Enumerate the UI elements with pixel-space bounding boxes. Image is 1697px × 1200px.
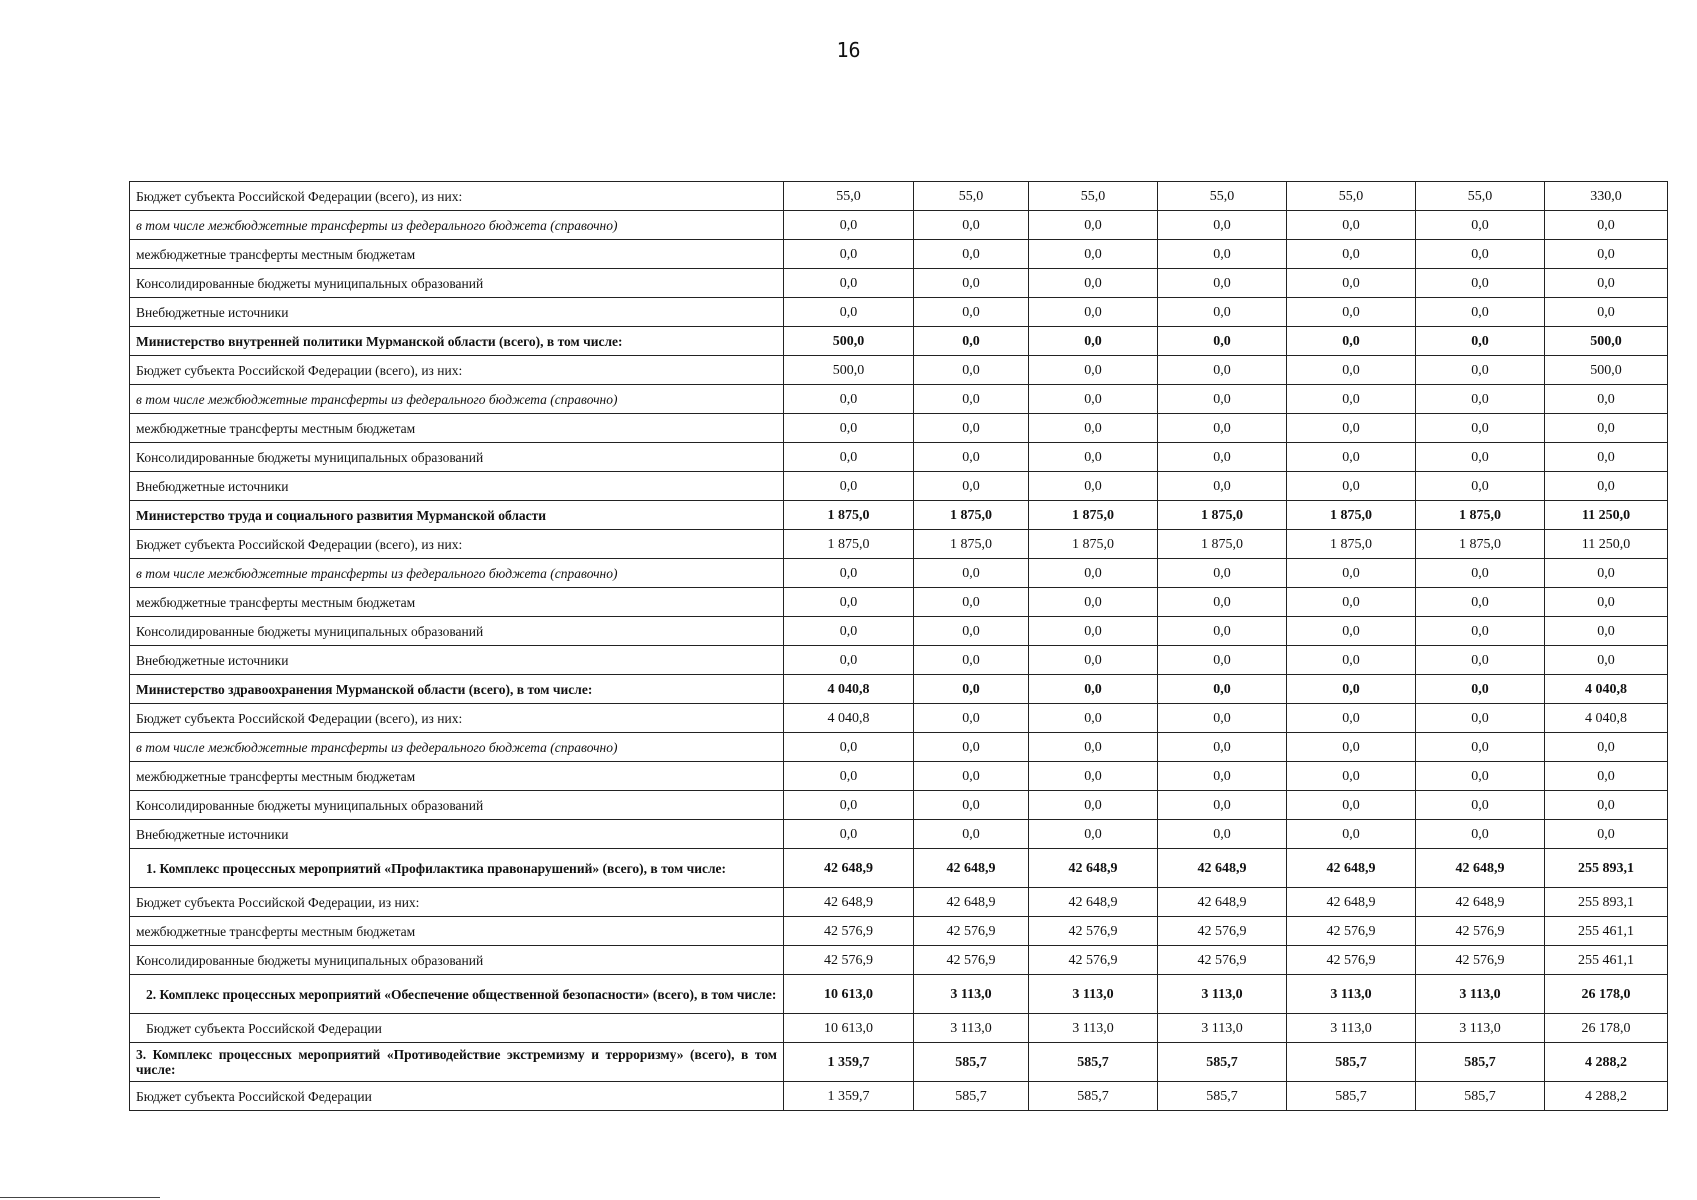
year-value-cell: 0,0 <box>1029 211 1158 240</box>
year-value-cell: 42 648,9 <box>1158 888 1287 917</box>
year-value-cell: 0,0 <box>1158 762 1287 791</box>
year-value-cell: 1 359,7 <box>784 1082 914 1111</box>
year-value-cell: 0,0 <box>1287 472 1416 501</box>
total-value-cell: 0,0 <box>1545 559 1668 588</box>
total-value-cell: 0,0 <box>1545 211 1668 240</box>
year-value-cell: 42 576,9 <box>1158 946 1287 975</box>
year-value-cell: 0,0 <box>914 414 1029 443</box>
year-value-cell: 1 875,0 <box>914 501 1029 530</box>
year-value-cell: 55,0 <box>1287 182 1416 211</box>
year-value-cell: 0,0 <box>1158 559 1287 588</box>
year-value-cell: 0,0 <box>784 269 914 298</box>
year-value-cell: 42 648,9 <box>914 849 1029 888</box>
year-value-cell: 0,0 <box>784 646 914 675</box>
row-label: Бюджет субъекта Российской Федерации (всего), из них: <box>130 704 784 733</box>
table-row <box>130 1082 1668 1111</box>
year-value-cell: 0,0 <box>1287 791 1416 820</box>
year-value-cell: 0,0 <box>1029 762 1158 791</box>
year-value-cell: 0,0 <box>1287 617 1416 646</box>
year-value-cell: 0,0 <box>784 617 914 646</box>
table-row <box>130 414 1668 443</box>
total-value-cell: 500,0 <box>1545 327 1668 356</box>
year-value-cell: 585,7 <box>1416 1043 1545 1082</box>
row-label: межбюджетные трансферты местным бюджетам <box>130 917 784 946</box>
table-row <box>130 646 1668 675</box>
year-value-cell: 0,0 <box>1029 588 1158 617</box>
year-value-cell: 1 875,0 <box>1287 530 1416 559</box>
year-value-cell: 0,0 <box>914 820 1029 849</box>
total-value-cell: 500,0 <box>1545 356 1668 385</box>
row-label: Бюджет субъекта Российской Федерации (всего), из них: <box>130 530 784 559</box>
year-value-cell: 0,0 <box>1287 356 1416 385</box>
total-value-cell: 11 250,0 <box>1545 501 1668 530</box>
total-value-cell: 0,0 <box>1545 733 1668 762</box>
row-label: Бюджет субъекта Российской Федерации, из них: <box>130 888 784 917</box>
year-value-cell: 42 648,9 <box>784 888 914 917</box>
year-value-cell: 0,0 <box>1158 733 1287 762</box>
year-value-cell: 0,0 <box>1416 443 1545 472</box>
year-value-cell: 0,0 <box>784 762 914 791</box>
year-value-cell: 585,7 <box>914 1082 1029 1111</box>
year-value-cell: 585,7 <box>1029 1082 1158 1111</box>
year-value-cell: 0,0 <box>1287 327 1416 356</box>
year-value-cell: 0,0 <box>1416 298 1545 327</box>
row-label: Консолидированные бюджеты муниципальных образований <box>130 791 784 820</box>
total-value-cell: 255 461,1 <box>1545 917 1668 946</box>
table-body <box>130 182 1668 1111</box>
total-value-cell: 0,0 <box>1545 298 1668 327</box>
year-value-cell: 0,0 <box>1029 298 1158 327</box>
year-value-cell: 0,0 <box>1416 588 1545 617</box>
year-value-cell: 55,0 <box>784 182 914 211</box>
year-value-cell: 1 875,0 <box>1416 530 1545 559</box>
year-value-cell: 42 648,9 <box>1416 849 1545 888</box>
table-row <box>130 588 1668 617</box>
year-value-cell: 0,0 <box>1029 327 1158 356</box>
total-value-cell: 0,0 <box>1545 646 1668 675</box>
row-label: Внебюджетные источники <box>130 472 784 501</box>
year-value-cell: 0,0 <box>1287 704 1416 733</box>
year-value-cell: 0,0 <box>1158 269 1287 298</box>
year-value-cell: 0,0 <box>1416 617 1545 646</box>
year-value-cell: 0,0 <box>914 791 1029 820</box>
row-label: в том числе межбюджетные трансферты из федерального бюджета (справочно) <box>130 385 784 414</box>
row-label: Консолидированные бюджеты муниципальных образований <box>130 946 784 975</box>
year-value-cell: 0,0 <box>1416 472 1545 501</box>
page-number: 16 <box>836 38 861 62</box>
row-label: в том числе межбюджетные трансферты из федерального бюджета (справочно) <box>130 733 784 762</box>
year-value-cell: 42 576,9 <box>914 946 1029 975</box>
year-value-cell: 0,0 <box>914 675 1029 704</box>
year-value-cell: 10 613,0 <box>784 1014 914 1043</box>
total-value-cell: 255 461,1 <box>1545 946 1668 975</box>
year-value-cell: 3 113,0 <box>1416 975 1545 1014</box>
year-value-cell: 0,0 <box>784 414 914 443</box>
year-value-cell: 0,0 <box>1158 675 1287 704</box>
year-value-cell: 0,0 <box>914 385 1029 414</box>
year-value-cell: 0,0 <box>1287 385 1416 414</box>
row-label: Консолидированные бюджеты муниципальных образований <box>130 617 784 646</box>
row-label: Бюджет субъекта Российской Федерации (всего), из них: <box>130 182 784 211</box>
year-value-cell: 3 113,0 <box>1287 1014 1416 1043</box>
total-value-cell: 0,0 <box>1545 472 1668 501</box>
row-label: Бюджет субъекта Российской Федерации (всего), из них: <box>130 356 784 385</box>
row-label: Бюджет субъекта Российской Федерации <box>130 1082 784 1111</box>
year-value-cell: 0,0 <box>1029 617 1158 646</box>
table-row <box>130 240 1668 269</box>
year-value-cell: 0,0 <box>1158 791 1287 820</box>
year-value-cell: 0,0 <box>1029 733 1158 762</box>
year-value-cell: 0,0 <box>784 820 914 849</box>
table-row <box>130 617 1668 646</box>
year-value-cell: 0,0 <box>914 240 1029 269</box>
total-value-cell: 255 893,1 <box>1545 888 1668 917</box>
year-value-cell: 0,0 <box>1416 559 1545 588</box>
year-value-cell: 0,0 <box>1029 559 1158 588</box>
year-value-cell: 1 875,0 <box>1158 501 1287 530</box>
year-value-cell: 0,0 <box>1158 356 1287 385</box>
year-value-cell: 0,0 <box>1287 269 1416 298</box>
year-value-cell: 0,0 <box>1416 414 1545 443</box>
year-value-cell: 0,0 <box>1416 327 1545 356</box>
year-value-cell: 42 576,9 <box>784 946 914 975</box>
year-value-cell: 1 875,0 <box>1029 530 1158 559</box>
budget-table <box>129 181 1668 1111</box>
year-value-cell: 0,0 <box>784 443 914 472</box>
year-value-cell: 3 113,0 <box>1416 1014 1545 1043</box>
year-value-cell: 0,0 <box>914 588 1029 617</box>
year-value-cell: 0,0 <box>1416 269 1545 298</box>
table-row <box>130 443 1668 472</box>
year-value-cell: 0,0 <box>1158 588 1287 617</box>
bottom-rule <box>0 1197 160 1198</box>
table-row <box>130 1014 1668 1043</box>
year-value-cell: 0,0 <box>1158 617 1287 646</box>
year-value-cell: 3 113,0 <box>914 1014 1029 1043</box>
table-row <box>130 327 1668 356</box>
year-value-cell: 0,0 <box>1416 211 1545 240</box>
year-value-cell: 42 648,9 <box>1029 888 1158 917</box>
year-value-cell: 55,0 <box>914 182 1029 211</box>
total-value-cell: 255 893,1 <box>1545 849 1668 888</box>
year-value-cell: 1 875,0 <box>1287 501 1416 530</box>
total-value-cell: 0,0 <box>1545 385 1668 414</box>
year-value-cell: 0,0 <box>1416 733 1545 762</box>
year-value-cell: 0,0 <box>1158 298 1287 327</box>
row-label: межбюджетные трансферты местным бюджетам <box>130 588 784 617</box>
table-row <box>130 559 1668 588</box>
year-value-cell: 42 648,9 <box>1287 849 1416 888</box>
year-value-cell: 10 613,0 <box>784 975 914 1014</box>
year-value-cell: 0,0 <box>1287 414 1416 443</box>
total-value-cell: 26 178,0 <box>1545 975 1668 1014</box>
year-value-cell: 585,7 <box>1287 1043 1416 1082</box>
row-label: 1. Комплекс процессных мероприятий «Профилактика правонарушений» (всего), в том числе: <box>130 849 784 888</box>
table-row <box>130 888 1668 917</box>
year-value-cell: 0,0 <box>1158 646 1287 675</box>
year-value-cell: 1 875,0 <box>784 501 914 530</box>
row-label: Внебюджетные источники <box>130 820 784 849</box>
year-value-cell: 55,0 <box>1158 182 1287 211</box>
year-value-cell: 3 113,0 <box>1029 975 1158 1014</box>
row-label: межбюджетные трансферты местным бюджетам <box>130 240 784 269</box>
total-value-cell: 0,0 <box>1545 617 1668 646</box>
year-value-cell: 3 113,0 <box>1158 1014 1287 1043</box>
year-value-cell: 0,0 <box>1287 211 1416 240</box>
year-value-cell: 42 648,9 <box>914 888 1029 917</box>
total-value-cell: 11 250,0 <box>1545 530 1668 559</box>
row-label: Консолидированные бюджеты муниципальных образований <box>130 269 784 298</box>
year-value-cell: 42 576,9 <box>1029 917 1158 946</box>
year-value-cell: 0,0 <box>1416 791 1545 820</box>
year-value-cell: 42 576,9 <box>1287 946 1416 975</box>
table-row <box>130 946 1668 975</box>
year-value-cell: 0,0 <box>914 704 1029 733</box>
year-value-cell: 0,0 <box>1029 791 1158 820</box>
year-value-cell: 0,0 <box>1287 559 1416 588</box>
total-value-cell: 0,0 <box>1545 762 1668 791</box>
year-value-cell: 585,7 <box>914 1043 1029 1082</box>
row-label: 3. Комплекс процессных мероприятий «Противодействие экстремизму и терроризму» (всего), в том числе: <box>130 1043 784 1082</box>
row-label: Министерство труда и социального развития Мурманской области <box>130 501 784 530</box>
year-value-cell: 0,0 <box>1029 385 1158 414</box>
total-value-cell: 4 040,8 <box>1545 675 1668 704</box>
table-row <box>130 762 1668 791</box>
year-value-cell: 0,0 <box>1029 646 1158 675</box>
year-value-cell: 0,0 <box>1287 733 1416 762</box>
year-value-cell: 585,7 <box>1287 1082 1416 1111</box>
year-value-cell: 1 875,0 <box>1029 501 1158 530</box>
table-row <box>130 182 1668 211</box>
year-value-cell: 42 576,9 <box>1416 946 1545 975</box>
year-value-cell: 0,0 <box>914 298 1029 327</box>
year-value-cell: 0,0 <box>1158 327 1287 356</box>
table-row <box>130 917 1668 946</box>
table-row <box>130 472 1668 501</box>
year-value-cell: 0,0 <box>1158 443 1287 472</box>
year-value-cell: 42 648,9 <box>1029 849 1158 888</box>
year-value-cell: 0,0 <box>1029 820 1158 849</box>
year-value-cell: 585,7 <box>1029 1043 1158 1082</box>
table-row <box>130 1043 1668 1082</box>
year-value-cell: 585,7 <box>1158 1082 1287 1111</box>
year-value-cell: 0,0 <box>1287 588 1416 617</box>
year-value-cell: 0,0 <box>1158 472 1287 501</box>
total-value-cell: 4 288,2 <box>1545 1043 1668 1082</box>
year-value-cell: 0,0 <box>1029 414 1158 443</box>
year-value-cell: 0,0 <box>1287 298 1416 327</box>
year-value-cell: 0,0 <box>1287 646 1416 675</box>
row-label: Министерство внутренней политики Мурманской области (всего), в том числе: <box>130 327 784 356</box>
year-value-cell: 0,0 <box>1029 443 1158 472</box>
year-value-cell: 42 576,9 <box>914 917 1029 946</box>
year-value-cell: 1 875,0 <box>914 530 1029 559</box>
year-value-cell: 0,0 <box>1287 820 1416 849</box>
total-value-cell: 0,0 <box>1545 791 1668 820</box>
total-value-cell: 4 040,8 <box>1545 704 1668 733</box>
year-value-cell: 0,0 <box>784 211 914 240</box>
year-value-cell: 0,0 <box>914 356 1029 385</box>
total-value-cell: 26 178,0 <box>1545 1014 1668 1043</box>
year-value-cell: 1 875,0 <box>1158 530 1287 559</box>
year-value-cell: 0,0 <box>1158 414 1287 443</box>
year-value-cell: 42 648,9 <box>784 849 914 888</box>
year-value-cell: 0,0 <box>1158 211 1287 240</box>
table-row <box>130 975 1668 1014</box>
year-value-cell: 500,0 <box>784 356 914 385</box>
year-value-cell: 3 113,0 <box>1029 1014 1158 1043</box>
year-value-cell: 0,0 <box>914 269 1029 298</box>
total-value-cell: 0,0 <box>1545 269 1668 298</box>
total-value-cell: 0,0 <box>1545 240 1668 269</box>
year-value-cell: 0,0 <box>784 240 914 269</box>
year-value-cell: 1 875,0 <box>1416 501 1545 530</box>
table-row <box>130 501 1668 530</box>
total-value-cell: 330,0 <box>1545 182 1668 211</box>
year-value-cell: 0,0 <box>1029 675 1158 704</box>
table-row <box>130 530 1668 559</box>
year-value-cell: 4 040,8 <box>784 704 914 733</box>
year-value-cell: 0,0 <box>914 559 1029 588</box>
year-value-cell: 0,0 <box>914 646 1029 675</box>
row-label: межбюджетные трансферты местным бюджетам <box>130 414 784 443</box>
row-label: Министерство здравоохранения Мурманской области (всего), в том числе: <box>130 675 784 704</box>
year-value-cell: 0,0 <box>914 327 1029 356</box>
year-value-cell: 0,0 <box>1287 240 1416 269</box>
year-value-cell: 42 576,9 <box>1287 917 1416 946</box>
year-value-cell: 0,0 <box>914 617 1029 646</box>
total-value-cell: 0,0 <box>1545 414 1668 443</box>
year-value-cell: 42 576,9 <box>784 917 914 946</box>
year-value-cell: 0,0 <box>1029 704 1158 733</box>
year-value-cell: 55,0 <box>1416 182 1545 211</box>
year-value-cell: 0,0 <box>1287 675 1416 704</box>
table-row <box>130 298 1668 327</box>
table-row <box>130 385 1668 414</box>
year-value-cell: 0,0 <box>1416 675 1545 704</box>
table-row <box>130 733 1668 762</box>
table-row <box>130 675 1668 704</box>
year-value-cell: 1 359,7 <box>784 1043 914 1082</box>
year-value-cell: 0,0 <box>1416 385 1545 414</box>
year-value-cell: 0,0 <box>914 211 1029 240</box>
row-label: Внебюджетные источники <box>130 646 784 675</box>
year-value-cell: 0,0 <box>1029 240 1158 269</box>
year-value-cell: 3 113,0 <box>1287 975 1416 1014</box>
year-value-cell: 500,0 <box>784 327 914 356</box>
year-value-cell: 0,0 <box>1029 269 1158 298</box>
row-label: Бюджет субъекта Российской Федерации <box>130 1014 784 1043</box>
year-value-cell: 0,0 <box>1416 240 1545 269</box>
table-row <box>130 704 1668 733</box>
year-value-cell: 42 648,9 <box>1287 888 1416 917</box>
table-row <box>130 269 1668 298</box>
year-value-cell: 0,0 <box>1158 704 1287 733</box>
year-value-cell: 4 040,8 <box>784 675 914 704</box>
table-row <box>130 849 1668 888</box>
year-value-cell: 0,0 <box>784 588 914 617</box>
year-value-cell: 0,0 <box>1287 443 1416 472</box>
row-label: межбюджетные трансферты местным бюджетам <box>130 762 784 791</box>
year-value-cell: 0,0 <box>1416 646 1545 675</box>
total-value-cell: 0,0 <box>1545 588 1668 617</box>
year-value-cell: 3 113,0 <box>1158 975 1287 1014</box>
year-value-cell: 0,0 <box>1158 240 1287 269</box>
year-value-cell: 0,0 <box>784 791 914 820</box>
year-value-cell: 0,0 <box>914 472 1029 501</box>
year-value-cell: 0,0 <box>1416 820 1545 849</box>
year-value-cell: 3 113,0 <box>914 975 1029 1014</box>
year-value-cell: 0,0 <box>914 762 1029 791</box>
year-value-cell: 0,0 <box>914 733 1029 762</box>
table-row <box>130 820 1668 849</box>
table-row <box>130 211 1668 240</box>
year-value-cell: 585,7 <box>1416 1082 1545 1111</box>
table-row <box>130 356 1668 385</box>
year-value-cell: 42 576,9 <box>1158 917 1287 946</box>
row-label: Внебюджетные источники <box>130 298 784 327</box>
year-value-cell: 42 648,9 <box>1416 888 1545 917</box>
year-value-cell: 0,0 <box>1158 820 1287 849</box>
total-value-cell: 0,0 <box>1545 820 1668 849</box>
year-value-cell: 0,0 <box>1158 385 1287 414</box>
row-label: Консолидированные бюджеты муниципальных образований <box>130 443 784 472</box>
row-label: в том числе межбюджетные трансферты из федерального бюджета (справочно) <box>130 211 784 240</box>
total-value-cell: 4 288,2 <box>1545 1082 1668 1111</box>
row-label: 2. Комплекс процессных мероприятий «Обеспечение общественной безопасности» (всего), в том числе: <box>130 975 784 1014</box>
year-value-cell: 0,0 <box>1029 356 1158 385</box>
year-value-cell: 0,0 <box>784 733 914 762</box>
year-value-cell: 0,0 <box>1416 356 1545 385</box>
row-label: в том числе межбюджетные трансферты из федерального бюджета (справочно) <box>130 559 784 588</box>
year-value-cell: 0,0 <box>784 298 914 327</box>
year-value-cell: 42 576,9 <box>1416 917 1545 946</box>
year-value-cell: 0,0 <box>1029 472 1158 501</box>
year-value-cell: 55,0 <box>1029 182 1158 211</box>
year-value-cell: 0,0 <box>784 385 914 414</box>
year-value-cell: 42 648,9 <box>1158 849 1287 888</box>
year-value-cell: 0,0 <box>914 443 1029 472</box>
year-value-cell: 0,0 <box>1287 762 1416 791</box>
year-value-cell: 0,0 <box>784 472 914 501</box>
year-value-cell: 1 875,0 <box>784 530 914 559</box>
year-value-cell: 0,0 <box>784 559 914 588</box>
year-value-cell: 42 576,9 <box>1029 946 1158 975</box>
table-row <box>130 791 1668 820</box>
total-value-cell: 0,0 <box>1545 443 1668 472</box>
year-value-cell: 0,0 <box>1416 704 1545 733</box>
year-value-cell: 585,7 <box>1158 1043 1287 1082</box>
year-value-cell: 0,0 <box>1416 762 1545 791</box>
